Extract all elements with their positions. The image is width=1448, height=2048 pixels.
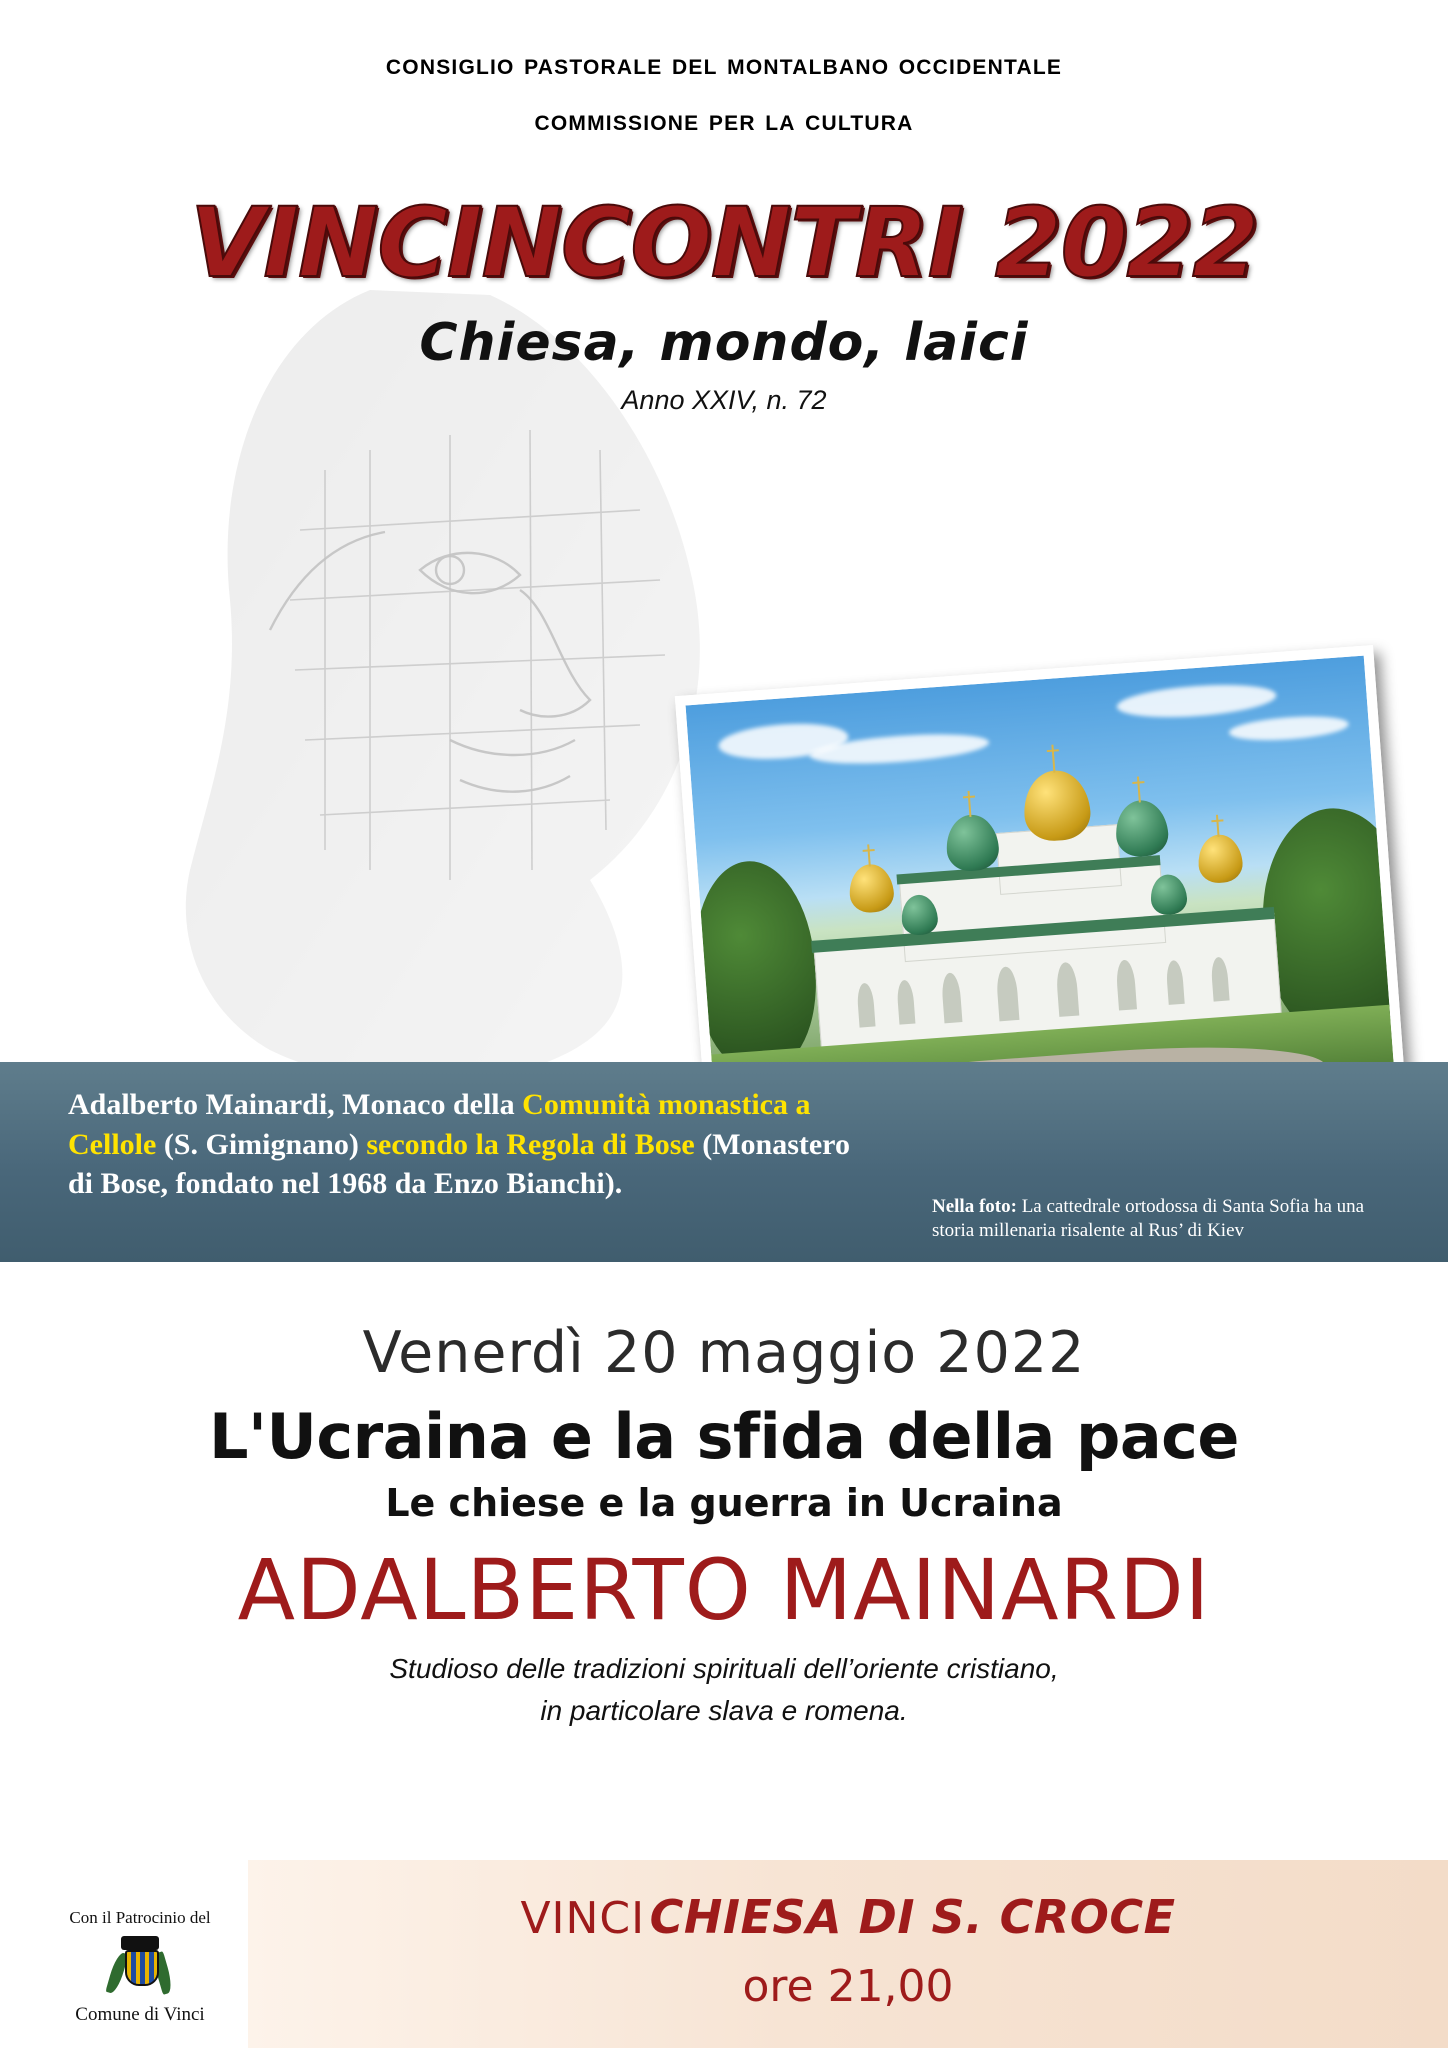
footer-bar <box>248 1860 1448 2048</box>
venue-city: VINCI <box>520 1893 646 1944</box>
event-title: L'Ucraina e la sfida della pace <box>209 1400 1239 1473</box>
desc-part-0: Adalberto Mainardi, Monaco della <box>68 1088 523 1121</box>
photo-caption-text: La cattedrale ortodossa di Santa Sofia ha una storia millenaria risalente al Rus’ di Kiev <box>932 1196 1365 1241</box>
desc-part-1: Comunità monastica a Cellole <box>68 1088 811 1161</box>
photo-scene <box>686 656 1395 1125</box>
photo-caption-label: Nella foto: <box>932 1196 1017 1217</box>
desc-part-3: secondo la Regola di Bose <box>366 1127 695 1161</box>
desc-part-2: (S. Gimignano) <box>156 1127 367 1161</box>
patron-block <box>40 1908 240 2026</box>
title-block <box>0 187 1448 416</box>
photo-caption <box>932 1195 1402 1243</box>
event-subtitle: Le chiese e la guerra in Ucraina <box>385 1481 1063 1525</box>
header-line-commission: commissione per la cultura <box>534 104 914 137</box>
patron-name: Comune di Vinci <box>75 2004 205 2025</box>
venue-name: CHIESA DI S. CROCE <box>649 1890 1176 1944</box>
event-speaker-bio-line2: in particolare slava e romena. <box>540 1695 908 1726</box>
desc-part-4: (Monastero di Bose, fondato nel 1968 da Enzo Bianchi). <box>68 1127 850 1201</box>
page-subtitle: Chiesa, mondo, laici <box>419 313 1029 373</box>
event-speaker-bio-line1: Studioso delle tradizioni spirituali dell’oriente cristiano, <box>389 1653 1059 1684</box>
event-speaker-name: ADALBERTO MAINARDI <box>237 1541 1211 1639</box>
event-date: Venerdì 20 maggio 2022 <box>362 1320 1086 1386</box>
event-time: ore 21,00 <box>742 1961 954 2012</box>
organization-header <box>0 48 1448 138</box>
page-title: VINCINCONTRI 2022 <box>189 187 1258 299</box>
event-block <box>0 1320 1448 1727</box>
venue-line <box>248 1890 1448 1944</box>
patron-label: Con il Patrocinio del <box>69 1908 211 1927</box>
issue-number: Anno XXIV, n. 72 <box>621 385 827 415</box>
comune-di-vinci-crest-icon <box>113 1936 167 1998</box>
header-line-council: consiglio pastorale del montalbano occidentale <box>385 48 1063 81</box>
speaker-description <box>68 1085 858 1204</box>
